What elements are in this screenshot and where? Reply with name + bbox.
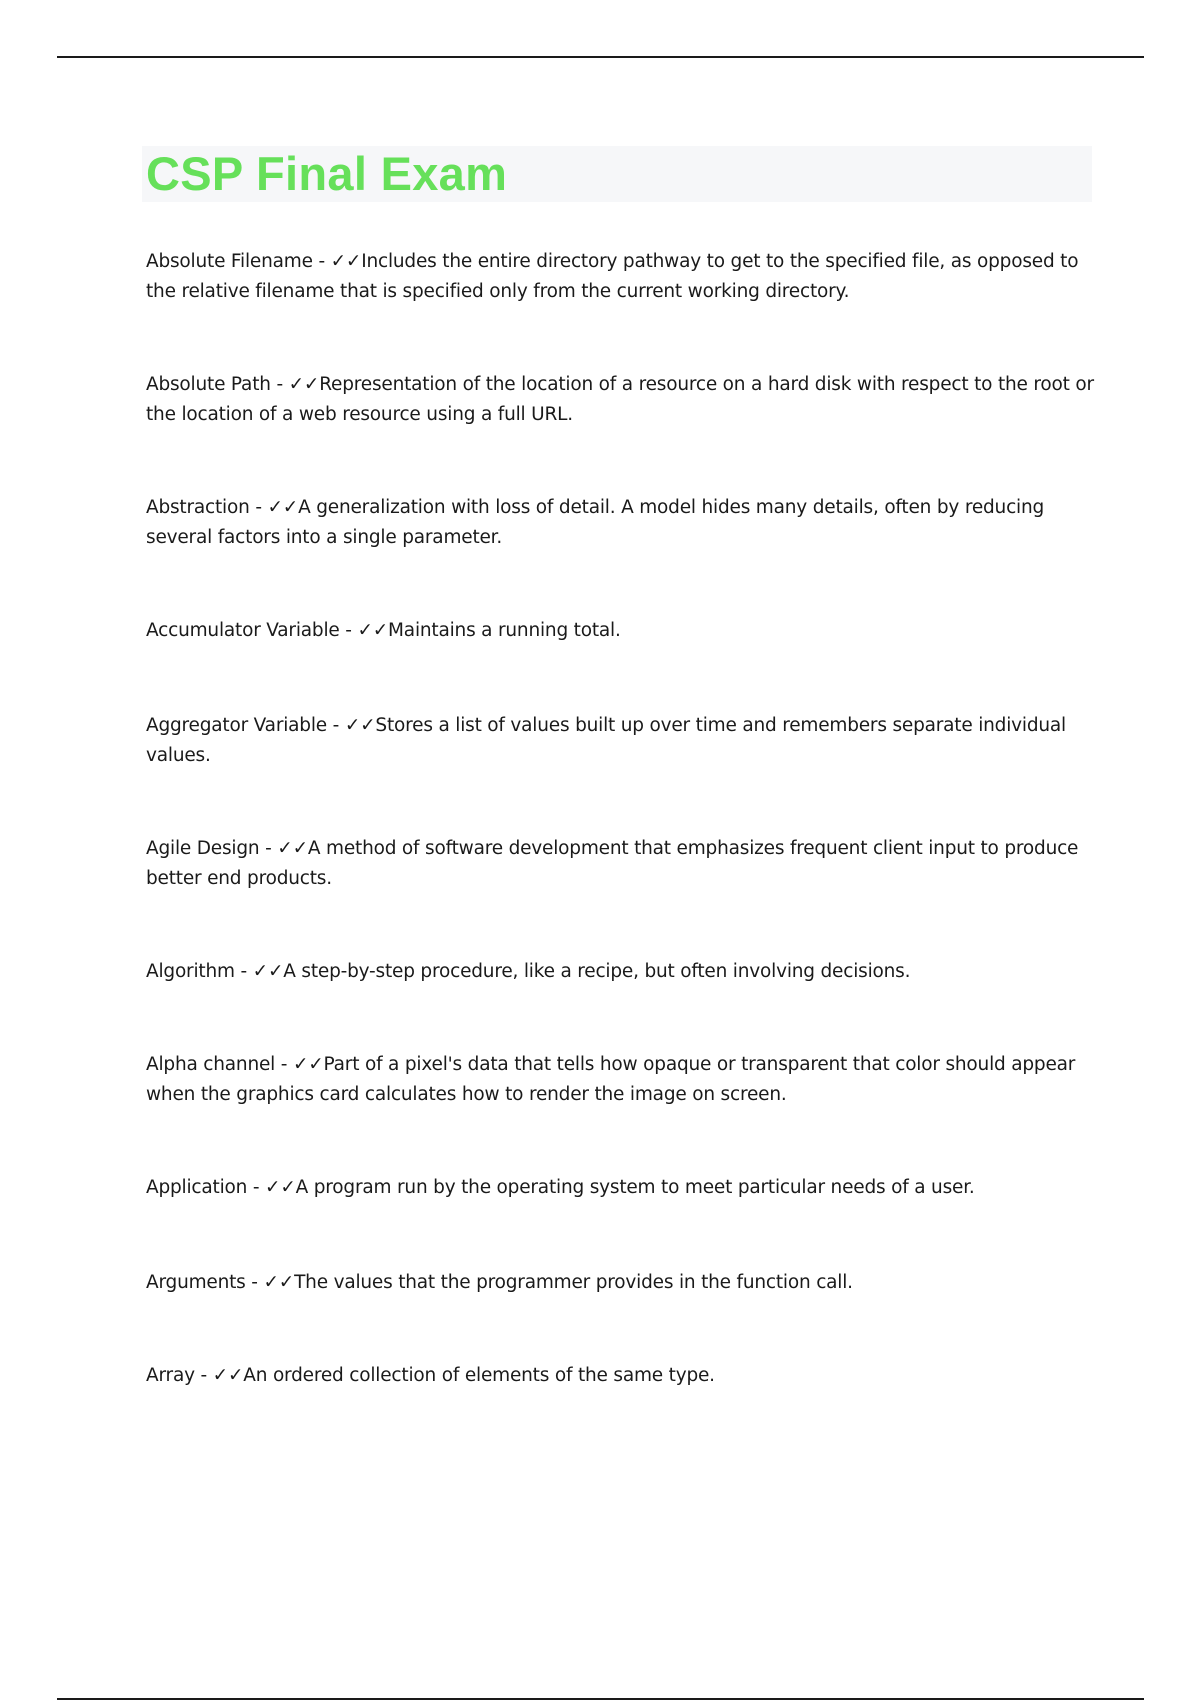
double-check-icon: ✓✓ <box>344 715 376 736</box>
entry-definition: Maintains a running total. <box>388 620 621 641</box>
entry-separator: - <box>245 1272 264 1293</box>
double-check-icon: ✓✓ <box>267 497 299 518</box>
entry-definition: Stores a list of values built up over time and remembers separate individual values. <box>146 715 1066 766</box>
double-check-icon: ✓✓ <box>252 961 284 982</box>
page-title: CSP Final Exam <box>146 147 508 200</box>
entry-definition: A method of software development that emphasizes frequent client input to produce better end products. <box>146 838 1079 889</box>
double-check-icon: ✓✓ <box>277 838 308 859</box>
entry-separator: - <box>326 715 345 736</box>
entry-term: Algorithm <box>146 961 235 982</box>
entry-term: Alpha channel <box>146 1054 276 1075</box>
entry-term: Absolute Path <box>146 374 271 395</box>
entry-definition: The values that the programmer provides in the function call. <box>294 1272 853 1293</box>
entry-separator: - <box>194 1365 213 1386</box>
double-check-icon: ✓✓ <box>263 1272 295 1293</box>
entry-term: Abstraction <box>146 497 250 518</box>
glossary-entry <box>146 1361 1096 1391</box>
glossary-entry <box>146 247 1096 307</box>
glossary-entry <box>146 493 1096 553</box>
double-check-icon: ✓✓ <box>292 1054 324 1075</box>
entry-definition: An ordered collection of elements of the same type. <box>243 1365 715 1386</box>
double-check-icon: ✓✓ <box>288 374 320 395</box>
entry-term: Aggregator Variable <box>146 715 327 736</box>
entry-definition: A generalization with loss of detail. A model hides many details, often by reducing several factors into a single parameter. <box>146 497 1045 548</box>
glossary-entry <box>146 370 1096 430</box>
entry-separator: - <box>270 374 289 395</box>
entry-separator: - <box>259 838 278 859</box>
entry-definition: Includes the entire directory pathway to get to the specified file, as opposed to the relative filename that is specified only from the current working directory. <box>146 251 1079 302</box>
entry-term: Agile Design <box>146 838 260 859</box>
entry-separator: - <box>339 620 358 641</box>
entry-separator: - <box>249 497 268 518</box>
entry-separator: - <box>312 251 331 272</box>
glossary-entry <box>146 1173 1096 1203</box>
entry-separator: - <box>275 1054 293 1075</box>
double-check-icon: ✓✓ <box>212 1365 244 1386</box>
entry-term: Array <box>146 1365 195 1386</box>
entry-term: Arguments <box>146 1272 246 1293</box>
double-check-icon: ✓✓ <box>265 1177 296 1198</box>
glossary-entry <box>146 834 1096 894</box>
entry-separator: - <box>234 961 253 982</box>
entry-definition: Part of a pixel's data that tells how opaque or transparent that color should appear when the graphics card calculates how to render the image on screen. <box>146 1054 1076 1105</box>
glossary-entry <box>146 1050 1096 1110</box>
glossary-entry <box>146 1268 1096 1298</box>
entry-term: Accumulator Variable <box>146 620 340 641</box>
entry-term: Application <box>146 1177 248 1198</box>
glossary-entry <box>146 711 1096 771</box>
glossary-entry <box>146 616 1096 646</box>
double-check-icon: ✓✓ <box>330 251 362 272</box>
glossary-entry <box>146 957 1096 987</box>
entry-definition: A step-by-step procedure, like a recipe, but often involving decisions. <box>283 961 911 982</box>
top-rule <box>57 56 1144 58</box>
entry-term: Absolute Filename <box>146 251 313 272</box>
entry-definition: Representation of the location of a resource on a hard disk with respect to the root or the location of a web resource using a full URL. <box>146 374 1094 425</box>
entry-separator: - <box>247 1177 266 1198</box>
entry-definition: A program run by the operating system to meet particular needs of a user. <box>295 1177 975 1198</box>
double-check-icon: ✓✓ <box>357 620 389 641</box>
